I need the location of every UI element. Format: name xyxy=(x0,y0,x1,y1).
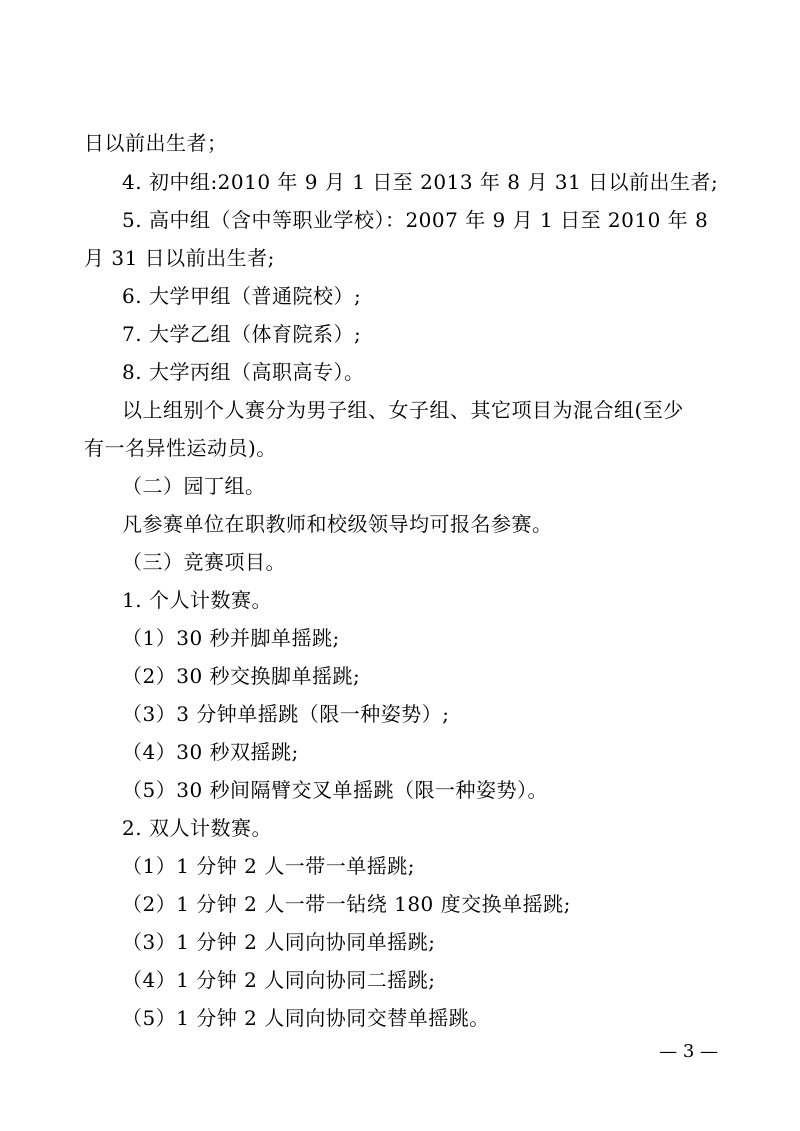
text-line: 月 31 日以前出生者; xyxy=(84,246,275,270)
text-line: （2）1 分钟 2 人一带一钻绕 180 度交换单摇跳; xyxy=(122,892,571,916)
text-line: 4. 初中组:2010 年 9 月 1 日至 2013 年 8 月 31 日以前出生者; xyxy=(122,170,719,194)
text-line: （5）1 分钟 2 人同向协同交替单摇跳。 xyxy=(122,1006,490,1030)
text-line: （4）1 分钟 2 人同向协同二摇跳; xyxy=(122,968,436,992)
text-line: 凡参赛单位在职教师和校级领导均可报名参赛。 xyxy=(122,512,553,536)
text-line: （二）园丁组。 xyxy=(122,474,266,498)
text-line: （三）竞赛项目。 xyxy=(122,550,286,574)
text-line: 8. 大学丙组（高职高专）。 xyxy=(122,360,365,384)
text-line: （2）30 秒交换脚单摇跳; xyxy=(122,664,361,688)
text-line: （5）30 秒间隔臂交叉单摇跳（限一种姿势）。 xyxy=(122,778,549,802)
text-line: 6. 大学甲组（普通院校）; xyxy=(122,284,362,308)
text-line: （3）1 分钟 2 人同向协同单摇跳; xyxy=(122,930,436,954)
text-line: 2. 双人计数赛。 xyxy=(122,816,272,840)
text-line: （1）1 分钟 2 人一带一单摇跳; xyxy=(122,854,415,878)
text-line: 1. 个人计数赛。 xyxy=(122,588,272,612)
text-line: （1）30 秒并脚单摇跳; xyxy=(122,626,340,650)
page-number: — 3 — xyxy=(659,1041,718,1062)
text-line: 日以前出生者； xyxy=(84,131,228,155)
text-line: （3）3 分钟单摇跳（限一种姿势）; xyxy=(122,702,450,726)
text-line: 7. 大学乙组（体育院系）; xyxy=(122,322,362,346)
text-line: 5. 高中组（含中等职业学校）：2007 年 9 月 1 日至 2010 年 8 xyxy=(122,208,709,232)
text-line: （4）30 秒双摇跳; xyxy=(122,740,299,764)
text-line: 有一名异性运动员)。 xyxy=(84,436,277,460)
text-line: 以上组别个人赛分为男子组、女子组、其它项目为混合组(至少 xyxy=(122,398,684,422)
